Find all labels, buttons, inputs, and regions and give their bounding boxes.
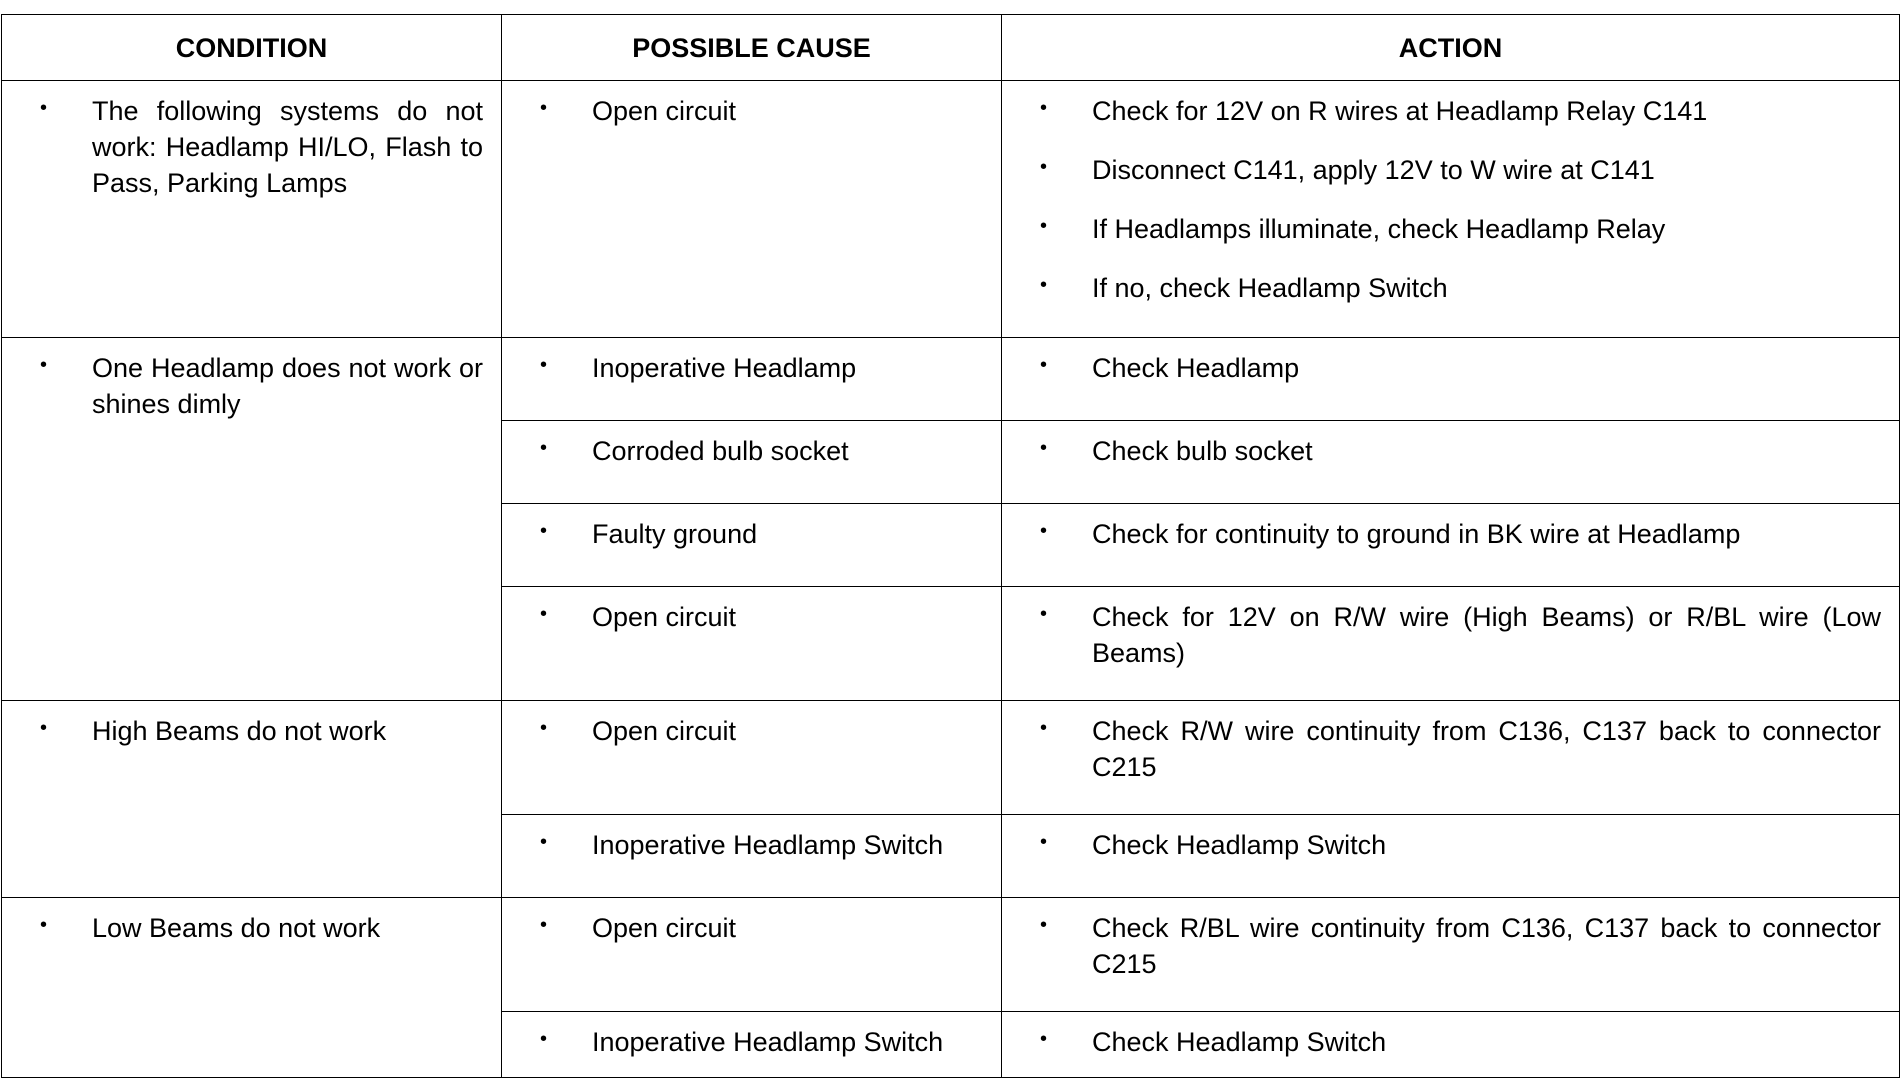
bullet-icon: • — [1040, 1028, 1048, 1050]
cause-text: Inoperative Headlamp — [592, 353, 857, 383]
condition-item — [40, 910, 483, 946]
bullet-icon: • — [540, 603, 548, 625]
bullet-icon: • — [40, 354, 48, 376]
table-row — [2, 898, 1900, 1012]
action-text: Check Headlamp Switch — [1092, 830, 1387, 860]
bullet-icon: • — [1040, 274, 1048, 296]
cause-item — [540, 433, 983, 469]
action-text: Check for 12V on R wires at Headlamp Relay C141 — [1092, 96, 1708, 126]
cause-cell — [502, 898, 1002, 1012]
cause-cell — [502, 81, 1002, 338]
bullet-icon: • — [540, 97, 548, 119]
cause-item — [540, 910, 983, 946]
bullet-icon: • — [1040, 717, 1048, 739]
bullet-icon: • — [1040, 831, 1048, 853]
cause-item — [540, 713, 983, 749]
action-item — [1040, 152, 1881, 188]
bullet-icon: • — [540, 1028, 548, 1050]
action-cell — [1002, 1012, 1900, 1078]
cause-cell — [502, 1012, 1002, 1078]
header-action: ACTION — [1002, 15, 1900, 81]
action-cell — [1002, 815, 1900, 898]
bullet-icon: • — [540, 354, 548, 376]
cause-item — [540, 827, 983, 863]
condition-cell — [2, 81, 502, 338]
action-text: Disconnect C141, apply 12V to W wire at C141 — [1092, 155, 1655, 185]
cause-cell — [502, 338, 1002, 421]
cause-item — [540, 1024, 983, 1060]
bullet-icon: • — [1040, 354, 1048, 376]
cause-cell — [502, 815, 1002, 898]
action-item — [1040, 713, 1881, 785]
condition-text: The following systems do not work: Headlamp HI/LO, Flash to Pass, Parking Lamps — [92, 96, 483, 198]
bullet-icon: • — [540, 520, 548, 542]
bullet-icon: • — [540, 914, 548, 936]
cause-cell — [502, 504, 1002, 587]
condition-text: One Headlamp does not work or shines dimly — [92, 353, 483, 419]
condition-cell — [2, 338, 502, 701]
action-text: Check R/W wire continuity from C136, C137 back to connector C215 — [1092, 716, 1881, 782]
cause-text: Corroded bulb socket — [592, 436, 849, 466]
cause-text: Open circuit — [592, 602, 737, 632]
bullet-icon: • — [40, 717, 48, 739]
action-text: Check Headlamp Switch — [1092, 1027, 1387, 1057]
condition-item — [40, 713, 483, 749]
action-text: Check Headlamp — [1092, 353, 1300, 383]
header-possible-cause: POSSIBLE CAUSE — [502, 15, 1002, 81]
cause-cell — [502, 587, 1002, 701]
action-item — [1040, 270, 1881, 306]
action-cell — [1002, 701, 1900, 815]
action-item — [1040, 910, 1881, 982]
bullet-icon: • — [1040, 603, 1048, 625]
action-text: Check bulb socket — [1092, 436, 1313, 466]
bullet-icon: • — [1040, 914, 1048, 936]
condition-item — [40, 350, 483, 422]
action-item — [1040, 211, 1881, 247]
condition-text: Low Beams do not work — [92, 913, 381, 943]
cause-item — [540, 93, 983, 129]
header-condition: CONDITION — [2, 15, 502, 81]
cause-cell — [502, 421, 1002, 504]
table-row — [2, 81, 1900, 338]
bullet-icon: • — [1040, 520, 1048, 542]
troubleshooting-table — [1, 14, 1900, 1078]
action-cell — [1002, 898, 1900, 1012]
action-item — [1040, 350, 1881, 386]
action-cell — [1002, 81, 1900, 338]
table-row — [2, 701, 1900, 815]
action-cell — [1002, 338, 1900, 421]
action-item — [1040, 1024, 1881, 1060]
bullet-icon: • — [40, 97, 48, 119]
cause-text: Open circuit — [592, 716, 737, 746]
action-text: Check for 12V on R/W wire (High Beams) or R/BL wire (Low Beams) — [1092, 602, 1881, 668]
table-row — [2, 338, 1900, 421]
bullet-icon: • — [1040, 437, 1048, 459]
action-item — [1040, 827, 1881, 863]
action-cell — [1002, 421, 1900, 504]
bullet-icon: • — [40, 914, 48, 936]
condition-item — [40, 93, 483, 201]
cause-item — [540, 516, 983, 552]
bullet-icon: • — [1040, 215, 1048, 237]
action-text: Check for continuity to ground in BK wire at Headlamp — [1092, 519, 1741, 549]
bullet-icon: • — [540, 831, 548, 853]
action-cell — [1002, 587, 1900, 701]
action-item — [1040, 93, 1881, 129]
cause-text: Inoperative Headlamp Switch — [592, 830, 944, 860]
condition-cell — [2, 898, 502, 1078]
action-text: Check R/BL wire continuity from C136, C137 back to connector C215 — [1092, 913, 1881, 979]
action-text: If no, check Headlamp Switch — [1092, 273, 1448, 303]
condition-cell — [2, 701, 502, 898]
cause-cell — [502, 701, 1002, 815]
bullet-icon: • — [540, 437, 548, 459]
cause-text: Open circuit — [592, 96, 737, 126]
action-text: If Headlamps illuminate, check Headlamp Relay — [1092, 214, 1666, 244]
cause-item — [540, 350, 983, 386]
condition-text: High Beams do not work — [92, 716, 387, 746]
cause-text: Open circuit — [592, 913, 737, 943]
action-item — [1040, 599, 1881, 671]
cause-text: Inoperative Headlamp Switch — [592, 1027, 944, 1057]
bullet-icon: • — [1040, 156, 1048, 178]
cause-text: Faulty ground — [592, 519, 758, 549]
header-row — [2, 15, 1900, 81]
cause-item — [540, 599, 983, 635]
bullet-icon: • — [1040, 97, 1048, 119]
action-item — [1040, 516, 1881, 552]
action-item — [1040, 433, 1881, 469]
bullet-icon: • — [540, 717, 548, 739]
action-cell — [1002, 504, 1900, 587]
